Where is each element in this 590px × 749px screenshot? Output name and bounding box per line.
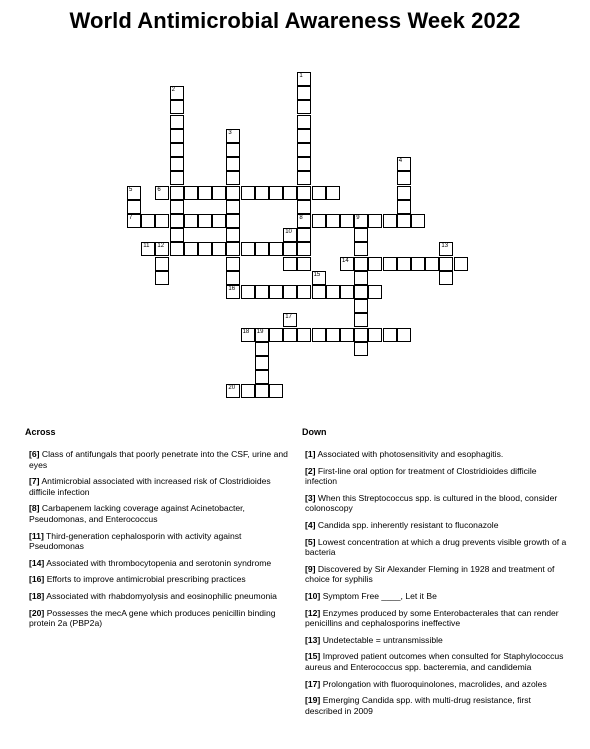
grid-cell[interactable] — [340, 257, 354, 271]
grid-cell[interactable] — [354, 313, 368, 327]
grid-cell[interactable] — [198, 242, 212, 256]
across-clue-6: [6] Class of antifungals that poorly penetrate into the CSF, urine and eyes — [29, 449, 288, 470]
grid-cell[interactable] — [354, 271, 368, 285]
grid-cell[interactable] — [141, 242, 155, 256]
down-heading: Down — [302, 427, 327, 437]
grid-cell[interactable] — [255, 328, 269, 342]
grid-cell[interactable] — [170, 200, 184, 214]
down-clue-15: [15] Improved patient outcomes when consulted for Staphylococcus aureus and Enterococcus spp. bacteremia, and candidemia — [305, 651, 564, 672]
grid-cell[interactable] — [255, 242, 269, 256]
clue-number: 19 — [256, 328, 264, 335]
grid-cell[interactable] — [312, 214, 326, 228]
grid-cell[interactable] — [226, 157, 240, 171]
grid-cell[interactable] — [397, 157, 411, 171]
grid-cell[interactable] — [312, 285, 326, 299]
grid-cell[interactable] — [297, 285, 311, 299]
grid-cell[interactable] — [241, 328, 255, 342]
clue-number: 13 — [441, 243, 449, 250]
grid-cell[interactable] — [170, 157, 184, 171]
grid-cell[interactable] — [297, 200, 311, 214]
grid-cell[interactable] — [354, 228, 368, 242]
down-clue-19: [19] Emerging Candida spp. with multi-drug resistance, first described in 2009 — [305, 695, 531, 716]
grid-cell[interactable] — [383, 257, 397, 271]
grid-cell[interactable] — [155, 257, 169, 271]
grid-cell[interactable] — [326, 328, 340, 342]
grid-cell[interactable] — [226, 186, 240, 200]
grid-cell[interactable] — [170, 100, 184, 114]
across-heading: Across — [25, 427, 56, 437]
clue-number: 18 — [242, 328, 250, 335]
grid-cell[interactable] — [269, 186, 283, 200]
grid-cell[interactable] — [354, 242, 368, 256]
clue-number: 17 — [285, 314, 292, 321]
grid-cell[interactable] — [297, 328, 311, 342]
grid-cell[interactable] — [368, 214, 382, 228]
grid-cell[interactable] — [127, 214, 141, 228]
down-clue-list — [305, 449, 567, 722]
grid-cell[interactable] — [397, 257, 411, 271]
clue-number: 10 — [285, 229, 292, 236]
grid-cell[interactable] — [283, 285, 297, 299]
grid-cell[interactable] — [170, 186, 184, 200]
grid-cell[interactable] — [155, 214, 169, 228]
grid-cell[interactable] — [297, 214, 311, 228]
across-clue-list — [29, 449, 294, 635]
grid-cell[interactable] — [297, 72, 311, 86]
clue-number: 20 — [228, 385, 236, 392]
grid-cell[interactable] — [383, 214, 397, 228]
down-clue-13: [13] Undetectable = untransmissible — [305, 634, 443, 645]
grid-cell[interactable] — [170, 214, 184, 228]
down-clue-3: [3] When this Streptococcus spp. is cultured in the blood, consider colonoscopy — [305, 492, 558, 514]
grid-cell[interactable] — [283, 228, 297, 242]
grid-cell[interactable] — [368, 328, 382, 342]
grid-cell[interactable] — [212, 186, 226, 200]
grid-cell[interactable] — [198, 186, 212, 200]
grid-cell[interactable] — [283, 186, 297, 200]
clue-number: 3 — [228, 129, 232, 136]
across-clue-8: [8] Carbapenem lacking coverage against Acinetobacter, Pseudomonas, and Enterococcus — [29, 503, 245, 524]
grid-cell[interactable] — [184, 186, 198, 200]
grid-cell[interactable] — [297, 86, 311, 100]
grid-cell[interactable] — [283, 313, 297, 327]
grid-cell[interactable] — [312, 186, 326, 200]
clue-number: 1 — [299, 73, 303, 79]
clue-number: 14 — [342, 257, 349, 264]
grid-cell[interactable] — [269, 384, 283, 398]
grid-cell[interactable] — [297, 143, 311, 157]
down-clue-17: [17] Prolongation with fluoroquinolones, macrolides, and azoles — [305, 678, 547, 689]
down-clue-4: [4] Candida spp. inherently resistant to fluconazole — [305, 519, 499, 530]
grid-cell[interactable] — [297, 129, 311, 143]
grid-cell[interactable] — [241, 285, 255, 299]
grid-cell[interactable] — [170, 129, 184, 143]
clue-number: 11 — [143, 243, 150, 250]
grid-cell[interactable] — [297, 157, 311, 171]
grid-cell[interactable] — [184, 214, 198, 228]
grid-cell[interactable] — [368, 257, 382, 271]
puzzle-title: World Antimicrobial Awareness Week 2022 — [69, 8, 521, 33]
clue-number: 16 — [228, 286, 236, 292]
across-clue-20: [20] Possesses the mecA gene which produces penicillin binding protein 2a (PBP2a) — [29, 607, 276, 629]
down-clue-5: [5] Lowest concentration at which a drug prevents visible growth of a bacteria — [305, 536, 567, 558]
grid-cell[interactable] — [226, 228, 240, 242]
grid-cell[interactable] — [255, 342, 269, 356]
grid-cell[interactable] — [354, 328, 368, 342]
grid-cell[interactable] — [297, 115, 311, 129]
grid-cell[interactable] — [297, 257, 311, 271]
across-clue-7: [7] Antimicrobial associated with increased risk of Clostridioides difficile infection — [29, 476, 271, 497]
grid-cell[interactable] — [312, 271, 326, 285]
across-clue-14: [14] Associated with thrombocytopenia and serotonin syndrome — [29, 557, 272, 568]
grid-cell[interactable] — [297, 228, 311, 242]
grid-cell[interactable] — [255, 384, 269, 398]
grid-cell[interactable] — [439, 257, 453, 271]
grid-cell[interactable] — [354, 342, 368, 356]
clue-number: 7 — [129, 215, 133, 221]
grid-cell[interactable] — [283, 257, 297, 271]
grid-cell[interactable] — [411, 257, 425, 271]
grid-cell[interactable] — [170, 143, 184, 157]
clue-number: 2 — [171, 87, 175, 94]
grid-cell[interactable] — [226, 171, 240, 185]
clue-number: 4 — [398, 158, 403, 165]
grid-cell[interactable] — [297, 171, 311, 185]
clue-number: 5 — [129, 186, 133, 193]
clue-number: 6 — [157, 186, 161, 193]
clue-number: 15 — [313, 271, 321, 278]
grid-cell[interactable] — [340, 285, 354, 299]
down-clue-2: [2] First-line oral option for treatment of Clostridioides difficile infection — [305, 465, 537, 487]
grid-cell[interactable] — [454, 257, 468, 271]
grid-cell[interactable] — [397, 186, 411, 200]
grid-cell[interactable] — [340, 328, 354, 342]
grid-cell[interactable] — [170, 115, 184, 129]
grid-cell[interactable] — [226, 285, 240, 299]
grid-cell[interactable] — [354, 285, 368, 299]
grid-cell[interactable] — [241, 384, 255, 398]
grid-cell[interactable] — [397, 171, 411, 185]
grid-cell[interactable] — [226, 129, 240, 143]
grid-cell[interactable] — [170, 171, 184, 185]
clue-number: 8 — [299, 215, 303, 221]
grid-cell[interactable] — [241, 186, 255, 200]
grid-cell[interactable] — [141, 214, 155, 228]
grid-cell[interactable] — [397, 328, 411, 342]
down-clue-12: [12] Enzymes produced by some Enterobacterales that can render penicillins and cephalosporins ineffective — [305, 607, 559, 629]
grid-cell[interactable] — [383, 328, 397, 342]
grid-cell[interactable] — [226, 271, 240, 285]
grid-cell[interactable] — [255, 356, 269, 370]
down-clue-1: [1] Associated with photosensitivity and esophagitis. — [305, 449, 504, 459]
grid-cell[interactable] — [226, 257, 240, 271]
grid-cell[interactable] — [340, 214, 354, 228]
grid-cell[interactable] — [354, 257, 368, 271]
grid-cell[interactable] — [326, 186, 340, 200]
grid-cell[interactable] — [155, 242, 169, 256]
grid-cell[interactable] — [255, 285, 269, 299]
grid-cell[interactable] — [312, 328, 326, 342]
grid-cell[interactable] — [170, 228, 184, 242]
grid-cell[interactable] — [241, 242, 255, 256]
grid-cell[interactable] — [283, 328, 297, 342]
grid-cell[interactable] — [368, 285, 382, 299]
grid-cell[interactable] — [425, 257, 439, 271]
grid-cell[interactable] — [255, 370, 269, 384]
grid-cell[interactable] — [170, 242, 184, 256]
grid-cell[interactable] — [255, 186, 269, 200]
grid-cell[interactable] — [127, 186, 141, 200]
grid-cell[interactable] — [439, 242, 453, 256]
grid-cell[interactable] — [439, 271, 453, 285]
grid-cell[interactable] — [226, 242, 240, 256]
grid-cell[interactable] — [326, 214, 340, 228]
grid-cell[interactable] — [155, 271, 169, 285]
clue-number: 9 — [356, 215, 360, 221]
clue-number: 12 — [157, 243, 165, 250]
grid-cell[interactable] — [226, 384, 240, 398]
grid-cell[interactable] — [297, 186, 311, 200]
grid-cell[interactable] — [297, 242, 311, 256]
grid-cell[interactable] — [198, 214, 212, 228]
grid-cell[interactable] — [155, 186, 169, 200]
grid-cell[interactable] — [269, 285, 283, 299]
grid-cell[interactable] — [326, 285, 340, 299]
grid-cell[interactable] — [269, 242, 283, 256]
grid-cell[interactable] — [184, 242, 198, 256]
grid-cell[interactable] — [226, 214, 240, 228]
grid-cell[interactable] — [269, 328, 283, 342]
grid-cell[interactable] — [297, 100, 311, 114]
across-clue-18: [18] Associated with rhabdomyolysis and eosinophilic pneumonia — [29, 590, 277, 601]
down-clue-9: [9] Discovered by Sir Alexander Fleming in 1928 and treatment of choice for syphilis — [305, 563, 555, 585]
grid-cell[interactable] — [397, 200, 411, 214]
grid-cell[interactable] — [127, 200, 141, 214]
grid-cell[interactable] — [170, 86, 184, 100]
grid-cell[interactable] — [212, 214, 226, 228]
down-clue-10: [10] Symptom Free ____, Let it Be — [305, 590, 437, 601]
across-clue-16: [16] Efforts to improve antimicrobial prescribing practices — [29, 574, 246, 585]
grid-cell[interactable] — [354, 214, 368, 228]
grid-cell[interactable] — [354, 299, 368, 313]
grid-cell[interactable] — [226, 200, 240, 214]
grid-cell[interactable] — [212, 242, 226, 256]
grid-cell[interactable] — [411, 214, 425, 228]
across-clue-11: [11] Third-generation cephalosporin with activity against Pseudomonas — [29, 530, 242, 552]
grid-cell[interactable] — [226, 143, 240, 157]
grid-cell[interactable] — [283, 242, 297, 256]
grid-cell[interactable] — [397, 214, 411, 228]
